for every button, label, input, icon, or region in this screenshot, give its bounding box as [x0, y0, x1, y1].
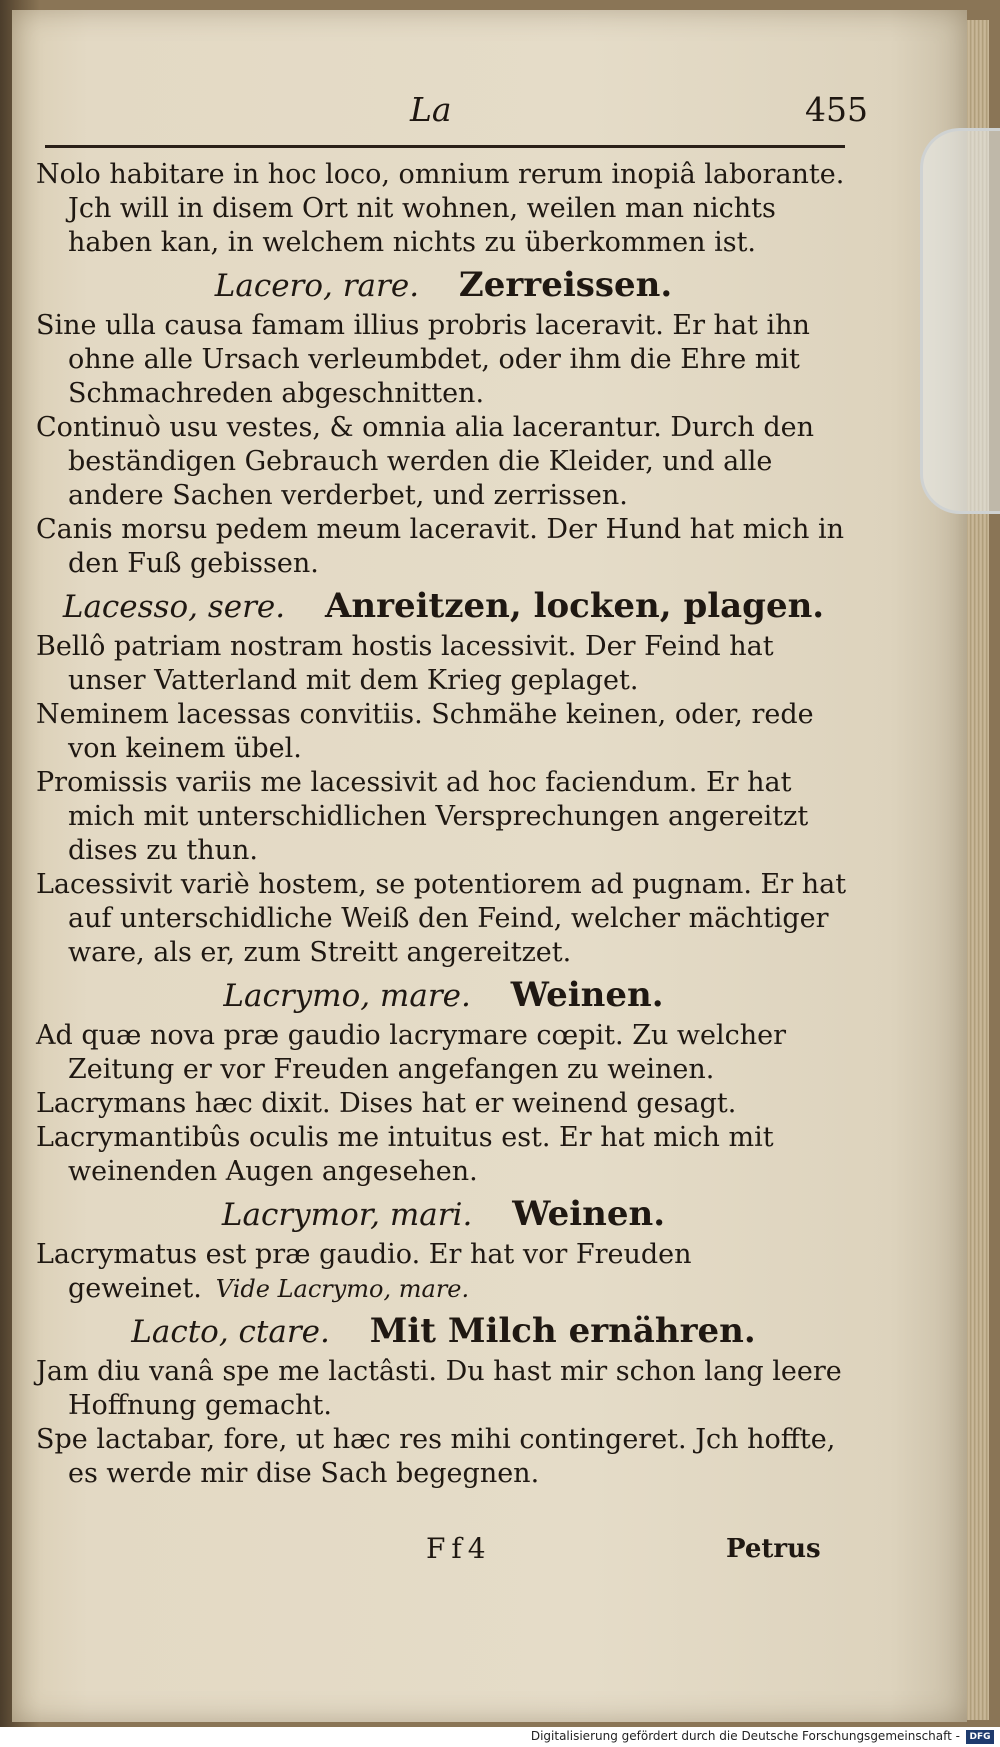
- example-entry: Spe lactabar, fore, ut hæc res mihi contingeret. Jch hoffte, es werde mir dise Sach begegnen.: [36, 1424, 836, 1489]
- example-entry: Ad quæ nova præ gaudio lacrymare cœpit. Zu welcher Zeitung er vor Freuden angefangen zu weinen.: [36, 1020, 787, 1085]
- running-head: La: [410, 90, 452, 129]
- cross-reference: Vide Lacrymo, mare.: [215, 1275, 470, 1303]
- example-entry: Nolo habitare in hoc loco, omnium rerum inopiâ laborante. Jch will in disem Ort nit wohnen, weilen man nichts haben kan, in welchem nichts zu überkommen ist.: [36, 159, 845, 258]
- page-number: 455: [805, 90, 868, 129]
- lemma-heading: [36, 586, 851, 626]
- lemma-heading: [36, 975, 851, 1015]
- example-entry: Lacrymans hæc dixit. Dises hat er weinend gesagt.: [36, 1088, 737, 1119]
- example-entry: [36, 1238, 851, 1306]
- lemma-latin: Lacto, ctare.: [131, 1314, 330, 1350]
- page-header: [40, 90, 868, 140]
- header-rule: [45, 145, 845, 148]
- credit-bar: [0, 1727, 1000, 1747]
- dictionary-body: [36, 158, 851, 1491]
- lemma-latin: Lacrymo, mare.: [223, 978, 471, 1014]
- lemma-heading: [36, 1194, 851, 1234]
- lemma-german: Zerreissen.: [458, 265, 673, 305]
- page-footer: [36, 1532, 851, 1572]
- dfg-logo-icon: DFG: [966, 1730, 994, 1744]
- example-entry: Sine ulla causa famam illius probris laceravit. Er hat ihn ohne alle Ursach verleumbdet, oder ihm die Ehre mit Schmachreden abgeschnitten.: [36, 310, 810, 409]
- example-entry: Lacrymantibûs oculis me intuitus est. Er hat mich mit weinenden Augen angesehen.: [36, 1122, 774, 1187]
- signature-mark: Ff4: [426, 1532, 492, 1565]
- example-text: Lacrymatus est præ gaudio. Er hat vor Freuden geweinet.: [36, 1239, 692, 1304]
- lemma-german: Mit Milch ernähren.: [369, 1311, 756, 1351]
- example-entry: Promissis variis me lacessivit ad hoc faciendum. Er hat mich mit unterschidlichen Versprechungen angereitzt dises zu thun.: [36, 767, 809, 866]
- example-entry: Lacessivit variè hostem, se potentiorem ad pugnam. Er hat auf unterschidliche Weiß den Feind, welcher mächtiger ware, als er, zum Streitt angereitzet.: [36, 869, 847, 968]
- lemma-latin: Lacrymor, mari.: [221, 1197, 473, 1233]
- page-clip: [920, 128, 1000, 514]
- example-entry: Bellô patriam nostram hostis lacessivit. Der Feind hat unser Vatterland mit dem Krieg geplaget.: [36, 631, 774, 696]
- catchword: Petrus: [726, 1534, 821, 1564]
- lemma-heading: [36, 265, 851, 305]
- example-entry: Canis morsu pedem meum laceravit. Der Hund hat mich in den Fuß gebissen.: [36, 514, 844, 579]
- lemma-german: Anreitzen, locken, plagen.: [324, 586, 825, 626]
- credit-text: Digitalisierung gefördert durch die Deutsche Forschungsgemeinschaft -: [530, 1729, 960, 1743]
- lemma-heading: [36, 1311, 851, 1351]
- example-entry: Jam diu vanâ spe me lactâsti. Du hast mir schon lang leere Hoffnung gemacht.: [36, 1356, 842, 1421]
- example-entry: Continuò usu vestes, & omnia alia lacerantur. Durch den beständigen Gebrauch werden die Kleider, und alle andere Sachen verderbet, und zerrissen.: [36, 412, 815, 511]
- lemma-latin: Lacesso, sere.: [62, 589, 286, 625]
- example-entry: Neminem lacessas convitiis. Schmähe keinen, oder, rede von keinem übel.: [36, 699, 814, 764]
- lemma-german: Weinen.: [512, 1194, 666, 1234]
- lemma-latin: Lacero, rare.: [214, 268, 420, 304]
- lemma-german: Weinen.: [510, 975, 664, 1015]
